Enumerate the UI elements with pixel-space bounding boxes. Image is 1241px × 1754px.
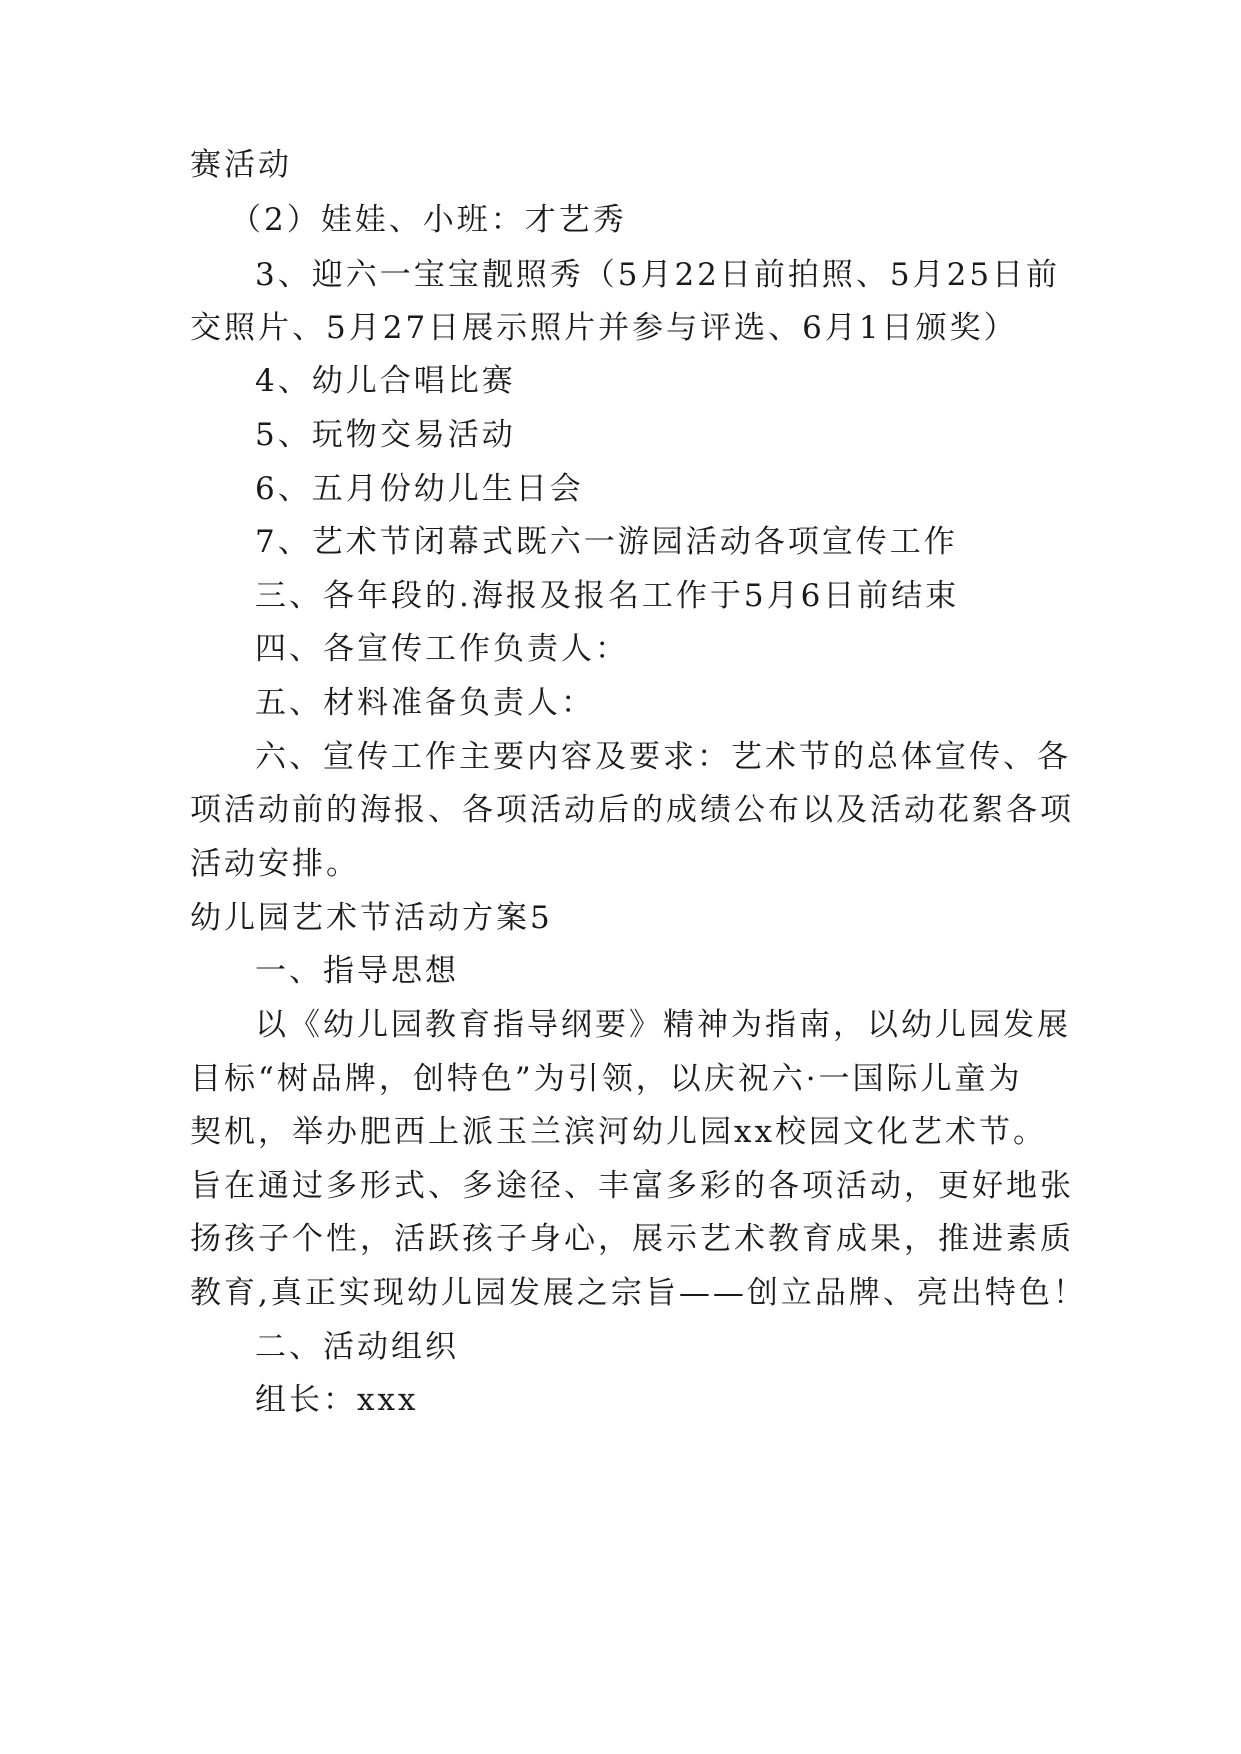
paragraph-line: 以《幼儿园教育指导纲要》精神为指南，以幼儿园发展: [255, 1007, 1071, 1043]
paragraph-line: 组长：xxx: [255, 1382, 419, 1418]
paragraph-line: 交照片、5月27日展示照片并参与评选、6月1日颁奖）: [190, 310, 1018, 346]
paragraph-line: 二、活动组织: [255, 1329, 459, 1365]
paragraph-line: 旨在通过多形式、多途径、丰富多彩的各项活动，更好地张: [190, 1168, 1074, 1204]
paragraph-line: 一、指导思想: [255, 953, 459, 989]
paragraph-line: 六、宣传工作主要内容及要求：艺术节的总体宣传、各: [255, 739, 1071, 775]
paragraph-line: 6、五月份幼儿生日会: [255, 471, 584, 507]
paragraph-line: 4、幼儿合唱比赛: [255, 363, 516, 399]
section-heading: 幼儿园艺术节活动方案5: [190, 900, 553, 936]
paragraph-line: 项活动前的海报、各项活动后的成绩公布以及活动花絮各项: [190, 792, 1074, 828]
paragraph-line: 教育,真正实现幼儿园发展之宗旨——创立品牌、亮出特色！: [190, 1275, 1087, 1311]
paragraph-line: 7、艺术节闭幕式既六一游园活动各项宣传工作: [255, 524, 958, 560]
paragraph-line: 契机，举办肥西上派玉兰滨河幼儿园xx校园文化艺术节。: [190, 1114, 1047, 1150]
paragraph-line: 活动安排。: [190, 846, 360, 882]
paragraph-line: 五、材料准备负责人：: [255, 685, 595, 721]
paragraph-line: 目标“树品牌，创特色”为引领，以庆祝六·一国际儿童为: [190, 1061, 1023, 1097]
paragraph-line: 扬孩子个性，活跃孩子身心，展示艺术教育成果，推进素质: [190, 1221, 1074, 1257]
paragraph-line: 三、各年段的.海报及报名工作于5月6日前结束: [255, 578, 960, 614]
paragraph-line: 3、迎六一宝宝靓照秀（5月22日前拍照、5月25日前: [255, 257, 1061, 293]
paragraph-line: （2）娃娃、小班：才艺秀: [230, 202, 627, 238]
paragraph-line: 5、玩物交易活动: [255, 417, 516, 453]
paragraph-line: 四、各宣传工作负责人：: [255, 631, 629, 667]
paragraph-line: 赛活动: [190, 147, 292, 183]
